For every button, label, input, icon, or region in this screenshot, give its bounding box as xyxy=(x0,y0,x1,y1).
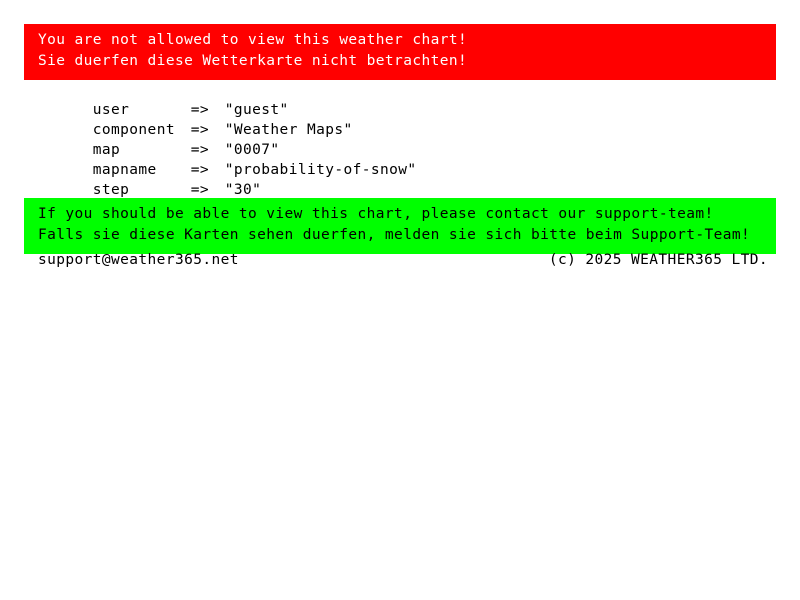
parameter-value: "guest" xyxy=(224,102,289,118)
support-email-link[interactable]: support@weather365.net xyxy=(38,252,239,268)
parameter-key: user xyxy=(92,102,130,118)
parameter-key: mapname xyxy=(92,162,157,178)
parameter-value: "Weather Maps" xyxy=(224,122,353,138)
error-banner-line-de: Sie duerfen diese Wetterkarte nicht betrachten! xyxy=(38,53,468,69)
footer xyxy=(38,250,768,270)
parameter-key: component xyxy=(92,122,175,138)
parameter-value: "30" xyxy=(224,182,262,198)
error-banner-line-en: You are not allowed to view this weather chart! xyxy=(38,32,468,48)
parameter-value: "0007" xyxy=(224,142,280,158)
parameter-arrow: => xyxy=(190,162,210,178)
parameter-arrow: => xyxy=(190,182,210,198)
parameter-arrow: => xyxy=(190,142,210,158)
copyright-notice: (c) 2025 WEATHER365 LTD. xyxy=(548,252,768,268)
parameter-value: "probability-of-snow" xyxy=(224,162,417,178)
parameter-row-user xyxy=(38,80,417,118)
parameter-arrow: => xyxy=(190,102,210,118)
info-banner-line-de: Falls sie diese Karten sehen duerfen, melden sie sich bitte beim Support-Team! xyxy=(38,227,751,243)
parameter-key: step xyxy=(92,182,130,198)
info-banner xyxy=(24,198,776,254)
info-banner-line-en: If you should be able to view this chart, please contact our support-team! xyxy=(38,206,714,222)
parameter-arrow: => xyxy=(190,122,210,138)
error-banner xyxy=(24,24,776,80)
parameter-key: map xyxy=(92,142,121,158)
parameter-list xyxy=(38,80,417,198)
